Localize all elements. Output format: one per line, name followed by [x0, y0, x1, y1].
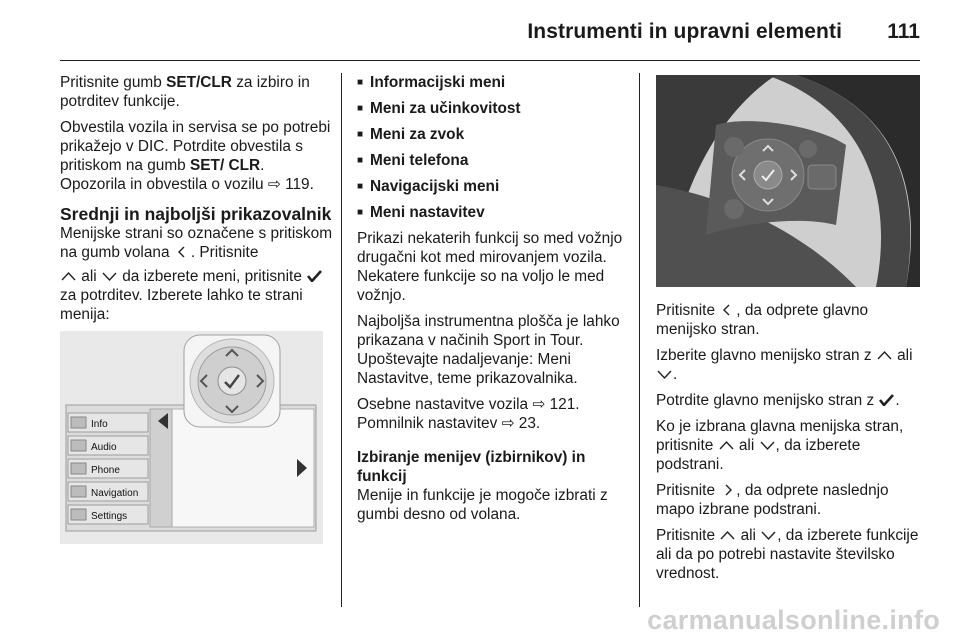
menu-item-label: Settings [91, 511, 128, 522]
subsection-heading: Izbiranje menijev (izbirnikov) in funkcij [357, 449, 586, 485]
ref-arrow-icon: ⇨ [501, 415, 515, 432]
chevron-down-icon [656, 368, 673, 380]
paragraph: Pritisnite ali , da izberete funkcije ali da po potrebi nastavite številsko vrednost. [656, 527, 919, 582]
menu-item-label: Info [91, 419, 108, 430]
chevron-left-icon [719, 304, 736, 316]
header-rule [60, 60, 920, 61]
chevron-down-icon [760, 529, 777, 541]
menu-item [68, 436, 148, 455]
menu-item [68, 505, 148, 524]
checkmark-icon [306, 270, 323, 282]
control-pad-inset [184, 335, 280, 427]
page-reference: 119. [285, 176, 314, 193]
chevron-up-icon [719, 529, 736, 541]
watermark: carmanualsonline.info [647, 605, 940, 635]
menu-item-label: Phone [91, 465, 120, 476]
paragraph: Obvestila vozila in servisa se po potrebi prikažejo v DIC. Potrdite obvestila s pritiskom na gumb SET/ CLR. Opozorila in obvestila o vozilu ⇨ 119. [60, 119, 331, 193]
paragraph: Izberite glavno menijsko stran z ali . [656, 347, 913, 383]
chevron-up-icon [718, 439, 735, 451]
paragraph: Menije in funkcije je mogoče izbrati z gumbi desno od volana. [357, 487, 608, 523]
column-2 [357, 73, 629, 531]
steering-wheel-figure [656, 75, 920, 287]
list-item: ■ Navigacijski meni [357, 177, 629, 198]
menu-item [68, 482, 148, 501]
page-header [0, 0, 960, 62]
chevron-down-icon [759, 439, 776, 451]
paragraph: Menijske strani so označene s pritiskom na gumb volana . Pritisnite [60, 225, 333, 261]
paragraph: Osebne nastavitve vozila ⇨ 121. Pomnilnik nastavitev ⇨ 23. [357, 396, 580, 432]
paragraph: Prikazi nekaterih funkcij so med vožnjo drugačni kot med mirovanjem vozila. Nekatere funkcije so na voljo le med vožnjo. [357, 230, 623, 304]
chevron-left-icon [174, 246, 191, 258]
list-item: ■ Meni nastavitev [357, 203, 629, 224]
paragraph: Ko je izbrana glavna menijska stran, pritisnite ali , da izberete podstrani. [656, 418, 904, 473]
column-divider-1 [341, 73, 342, 607]
list-item: ■ Meni telefona [357, 151, 629, 172]
menu-page-list [357, 73, 629, 224]
chevron-up-icon [876, 349, 893, 361]
column-1 [60, 73, 332, 553]
ref-arrow-icon: ⇨ [267, 176, 281, 193]
menu-item-label: Audio [91, 442, 117, 453]
page-reference: 23. [518, 415, 541, 432]
list-item: ■ Meni za učinkovitost [357, 99, 629, 120]
paragraph: Najboljša instrumentna plošča je lahko prikazana v načinih Sport in Tour. Upoštevajte nadaljevanje: Meni Nastavitve, teme prikazovalnika. [357, 313, 620, 387]
instrument-display-figure [60, 331, 323, 544]
menu-item [68, 459, 148, 478]
paragraph: Pritisnite gumb SET/CLR za izbiro in potrditev funkcije. [60, 74, 310, 110]
page-footer [0, 600, 960, 642]
menu-list [68, 413, 148, 524]
list-item: ■ Informacijski meni [357, 73, 629, 94]
checkmark-icon [878, 394, 895, 406]
page-reference: 121. [549, 396, 580, 413]
ref-arrow-icon: ⇨ [532, 396, 546, 413]
column-divider-2 [639, 73, 640, 607]
chevron-up-icon [60, 270, 77, 282]
page-number: 111 [887, 20, 920, 43]
paragraph: Pritisnite , da odprete naslednjo mapo izbrane podstrani. [656, 482, 889, 518]
chevron-down-icon [101, 270, 118, 282]
paragraph: ali da izberete meni, pritisnite za potrditev. Izberete lahko te strani menija: [60, 267, 332, 324]
set-clr-label: SET/CLR [166, 74, 232, 91]
section-heading: Srednji in najboljši prikazovalnik [60, 204, 332, 224]
set-clr-label: SET/ CLR [190, 157, 261, 174]
menu-item [68, 413, 148, 432]
chevron-right-icon [719, 484, 736, 496]
list-item: ■ Meni za zvok [357, 125, 629, 146]
paragraph: Potrdite glavno menijsko stran z . [656, 392, 900, 409]
column-3 [656, 73, 924, 590]
page-title: Instrumenti in upravni elementi [527, 20, 842, 43]
menu-item-label: Navigation [91, 488, 139, 499]
paragraph: Pritisnite , da odprete glavno menijsko stran. [656, 302, 869, 338]
